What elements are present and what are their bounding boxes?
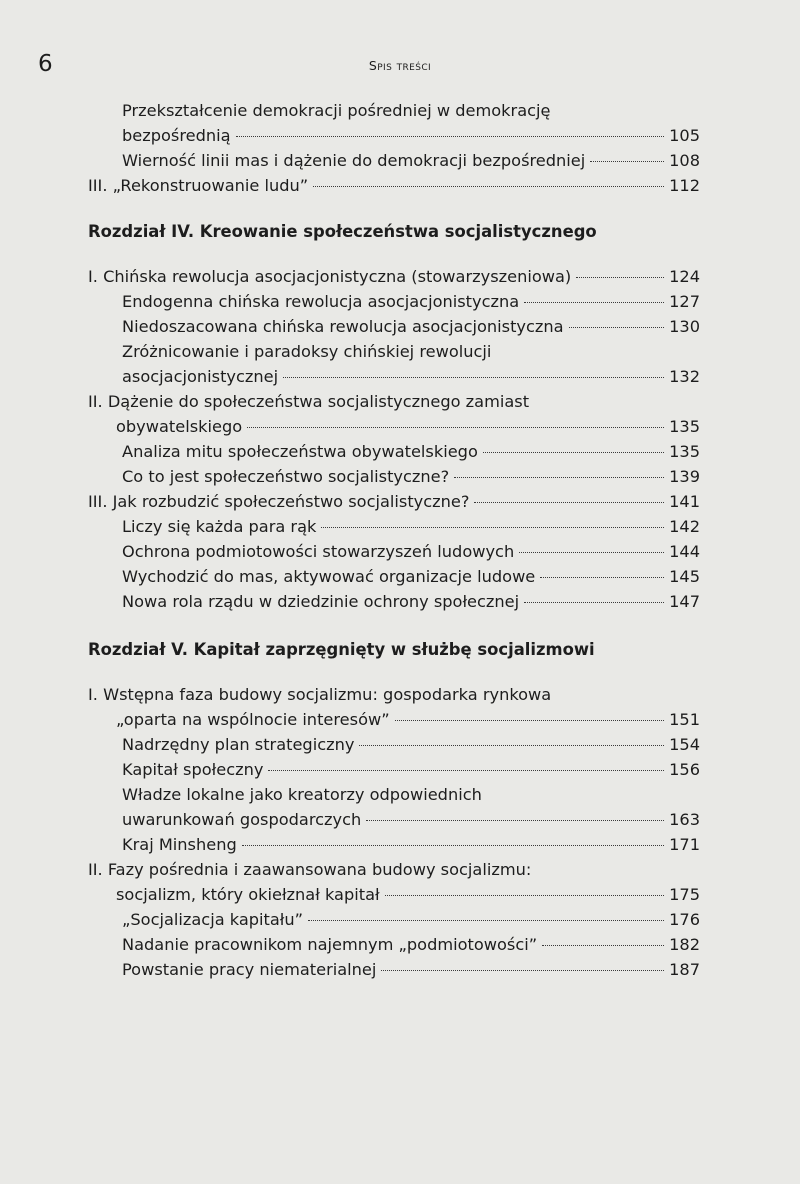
toc-entry-title: Nadanie pracownikom najemnym „podmiotowości” <box>122 935 538 954</box>
toc-entry-title: Nowa rola rządu w dziedzinie ochrony społecznej <box>122 592 520 611</box>
dot-leader <box>524 301 664 303</box>
dot-leader <box>519 551 664 553</box>
toc-entry-title: uwarunkowań gospodarczych <box>122 810 362 829</box>
toc-page-number: 135 <box>669 417 700 436</box>
dot-leader <box>590 160 664 162</box>
toc-entry-title: Analiza mitu społeczeństwa obywatelskiego <box>122 442 478 461</box>
toc-page-number: 154 <box>669 735 700 754</box>
dot-leader <box>395 719 664 721</box>
toc-entry <box>88 564 700 589</box>
toc-page-number: 127 <box>669 292 700 311</box>
toc-entry-title: I. Chińska rewolucja asocjacjonistyczna (stowarzyszeniowa) <box>88 267 572 286</box>
toc-entry <box>88 732 700 757</box>
toc-page-number: 176 <box>669 910 700 929</box>
toc-entry <box>88 514 700 539</box>
toc-entry-title: Zróżnicowanie i paradoksy chińskiej rewolucji <box>122 342 492 361</box>
toc-entry <box>88 907 700 932</box>
toc-page-number: 112 <box>669 176 700 195</box>
dot-leader <box>236 135 665 137</box>
toc-page-number: 105 <box>669 126 700 145</box>
toc-entry-title: Powstanie pracy niematerialnej <box>122 960 377 979</box>
toc-entry-title: Władze lokalne jako kreatorzy odpowiednich <box>122 785 482 804</box>
toc-entry <box>88 339 700 389</box>
toc-entry <box>88 489 700 514</box>
dot-leader <box>247 426 664 428</box>
toc-entry-title: Ochrona podmiotowości stowarzyszeń ludowych <box>122 542 515 561</box>
toc-entry <box>88 857 700 907</box>
toc-page-number: 175 <box>669 885 700 904</box>
toc-entry <box>88 289 700 314</box>
dot-leader <box>381 969 664 971</box>
toc-entry <box>88 98 700 148</box>
toc-entry-title: socjalizm, który okiełznał kapitał <box>116 885 380 904</box>
toc-entry <box>88 782 700 832</box>
toc-entry-title: Nadrzędny plan strategiczny <box>122 735 355 754</box>
dot-leader <box>242 844 664 846</box>
toc-entry <box>88 932 700 957</box>
dot-leader <box>321 526 664 528</box>
page-number: 6 <box>38 51 53 77</box>
toc-page-number: 108 <box>669 151 700 170</box>
chapter-heading: Rozdział IV. Kreowanie społeczeństwa socjalistycznego <box>88 222 597 241</box>
toc-entry-title: Kraj Minsheng <box>122 835 237 854</box>
toc-page-number: 145 <box>669 567 700 586</box>
toc-entry-title: II. Dążenie do społeczeństwa socjalistycznego zamiast <box>88 392 530 411</box>
toc-page-number: 144 <box>669 542 700 561</box>
toc-page-number: 163 <box>669 810 700 829</box>
chapter-heading: Rozdział V. Kapitał zaprzęgnięty w służbę socjalizmowi <box>88 640 595 659</box>
toc-page-number: 156 <box>669 760 700 779</box>
toc-page-number: 187 <box>669 960 700 979</box>
toc-entry <box>88 439 700 464</box>
toc-page-number: 139 <box>669 467 700 486</box>
toc-page-number: 130 <box>669 317 700 336</box>
toc-entry <box>88 539 700 564</box>
dot-leader <box>308 919 664 921</box>
toc-page-number: 135 <box>669 442 700 461</box>
toc-page-number: 141 <box>669 492 700 511</box>
toc-entry <box>88 389 700 439</box>
toc-entry-title: asocjacjonistycznej <box>122 367 279 386</box>
dot-leader <box>540 576 664 578</box>
toc-entry <box>88 148 700 173</box>
dot-leader <box>283 376 664 378</box>
toc-entry <box>88 589 700 614</box>
toc-entry-title: Kapitał społeczny <box>122 760 264 779</box>
toc-entry-title: Liczy się każda para rąk <box>122 517 317 536</box>
toc-entry-title: obywatelskiego <box>116 417 243 436</box>
toc-entry-title: Co to jest społeczeństwo socjalistyczne? <box>122 467 450 486</box>
toc-entry <box>88 832 700 857</box>
toc-entry <box>88 682 700 732</box>
dot-leader <box>542 944 664 946</box>
toc-page-number: 132 <box>669 367 700 386</box>
toc-entry-title: I. Wstępna faza budowy socjalizmu: gospodarka rynkowa <box>88 685 552 704</box>
toc-page-number: 171 <box>669 835 700 854</box>
running-title: Spis treści <box>368 58 432 73</box>
dot-leader <box>454 476 664 478</box>
toc-entry-title: Endogenna chińska rewolucja asocjacjonistyczna <box>122 292 520 311</box>
dot-leader <box>313 185 664 187</box>
dot-leader <box>268 769 664 771</box>
toc-entry-title: „oparta na wspólnocie interesów” <box>116 710 390 729</box>
toc-entry-title: III. „Rekonstruowanie ludu” <box>88 176 309 195</box>
toc-entry <box>88 957 700 982</box>
dot-leader <box>385 894 664 896</box>
toc-entry-title: II. Fazy pośrednia i zaawansowana budowy socjalizmu: <box>88 860 532 879</box>
toc-entry <box>88 264 700 289</box>
toc-page-number: 182 <box>669 935 700 954</box>
table-of-contents <box>88 98 700 982</box>
toc-entry-title: Niedoszacowana chińska rewolucja asocjacjonistyczna <box>122 317 564 336</box>
toc-page-number: 124 <box>669 267 700 286</box>
toc-entry <box>88 464 700 489</box>
dot-leader <box>359 744 664 746</box>
toc-page-number: 151 <box>669 710 700 729</box>
toc-entry-title: III. Jak rozbudzić społeczeństwo socjalistyczne? <box>88 492 470 511</box>
toc-entry-title: bezpośrednią <box>122 126 231 145</box>
toc-entry <box>88 757 700 782</box>
toc-entry-title: „Socjalizacja kapitału” <box>122 910 304 929</box>
toc-page-number: 142 <box>669 517 700 536</box>
toc-entry-title: Przekształcenie demokracji pośredniej w demokrację <box>122 101 551 120</box>
dot-leader <box>474 501 664 503</box>
dot-leader <box>576 276 664 278</box>
dot-leader <box>569 326 665 328</box>
toc-page-number: 147 <box>669 592 700 611</box>
dot-leader <box>366 819 664 821</box>
toc-entry <box>88 314 700 339</box>
dot-leader <box>524 601 664 603</box>
dot-leader <box>483 451 664 453</box>
toc-entry-title: Wierność linii mas i dążenie do demokracji bezpośredniej <box>122 151 586 170</box>
toc-entry-title: Wychodzić do mas, aktywować organizacje ludowe <box>122 567 536 586</box>
toc-entry <box>88 173 700 198</box>
